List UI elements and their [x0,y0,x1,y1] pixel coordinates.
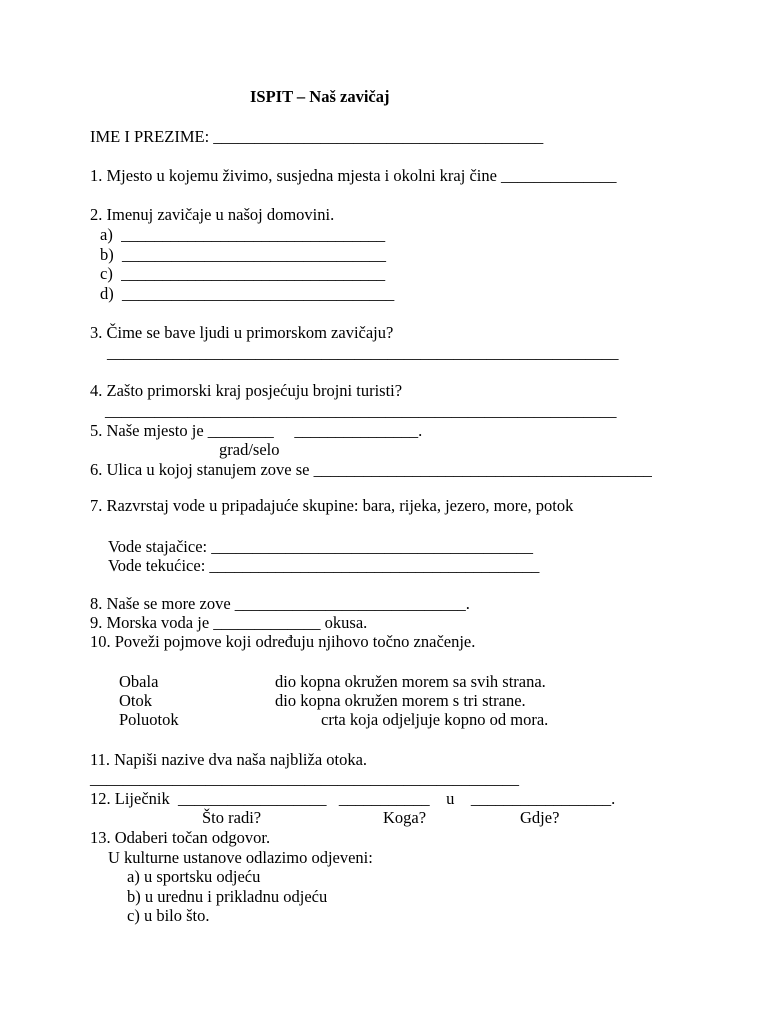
answer-line-c: c) ________________________________ [100,264,386,283]
term-otok: Otok [119,691,152,710]
option-c: c) u bilo što. [127,906,210,925]
answer-line-a: a) ________________________________ [100,225,386,244]
question-8: 8. Naše se more zove ____________________________. [90,594,470,613]
question-13: 13. Odaberi točan odgovor. [90,828,271,847]
question-12: 12. Liječnik __________________ ___________ u _________________. [90,789,616,808]
hint-sto-radi: Što radi? [202,808,262,827]
answer-line-4: ______________________________________________________________ [105,401,617,420]
hint-koga: Koga? [383,808,427,827]
term-obala: Obala [119,672,159,691]
question-7: 7. Razvrstaj vode u pripadajuće skupine: bara, rijeka, jezero, more, potok [90,496,574,515]
meaning-2: dio kopna okružen morem s tri strane. [275,691,526,710]
question-1: 1. Mjesto u kojemu živimo, susjedna mjesta i okolni kraj čine ______________ [90,166,617,185]
question-2: 2. Imenuj zavičaje u našoj domovini. [90,205,335,224]
answer-line-d: d) _________________________________ [100,284,395,303]
question-5: 5. Naše mjesto je ________ _______________. [90,421,423,440]
term-poluotok: Poluotok [119,710,179,729]
hint-gdje: Gdje? [520,808,560,827]
option-a: a) u sportsku odjeću [127,867,261,886]
vode-stajacice-line: Vode stajačice: _______________________________________ [108,537,533,556]
question-13-prompt: U kulturne ustanove odlazimo odjeveni: [108,848,373,867]
hint-grad-selo: grad/selo [219,440,280,459]
answer-line-11: ____________________________________________________ [90,769,519,788]
question-4: 4. Zašto primorski kraj posjećuju brojni turisti? [90,381,403,400]
page-title: ISPIT – Naš zavičaj [250,87,390,106]
vode-tekucice-line: Vode tekućice: ________________________________________ [108,556,540,575]
meaning-3: crta koja odjeljuje kopno od mora. [321,710,549,729]
answer-line-b: b) ________________________________ [100,245,386,264]
question-11: 11. Napiši nazive dva naša najbliža otoka. [90,750,368,769]
meaning-1: dio kopna okružen morem sa svih strana. [275,672,546,691]
question-10: 10. Poveži pojmove koji određuju njihovo točno značenje. [90,632,476,651]
answer-line-3: ______________________________________________________________ [107,343,619,362]
option-b: b) u urednu i prikladnu odjeću [127,887,328,906]
question-3: 3. Čime se bave ljudi u primorskom zavičaju? [90,323,394,342]
name-field-line: IME I PREZIME: ________________________________________ [90,127,544,146]
question-9: 9. Morska voda je _____________ okusa. [90,613,368,632]
question-6: 6. Ulica u kojoj stanujem zove se _________________________________________ [90,460,652,479]
